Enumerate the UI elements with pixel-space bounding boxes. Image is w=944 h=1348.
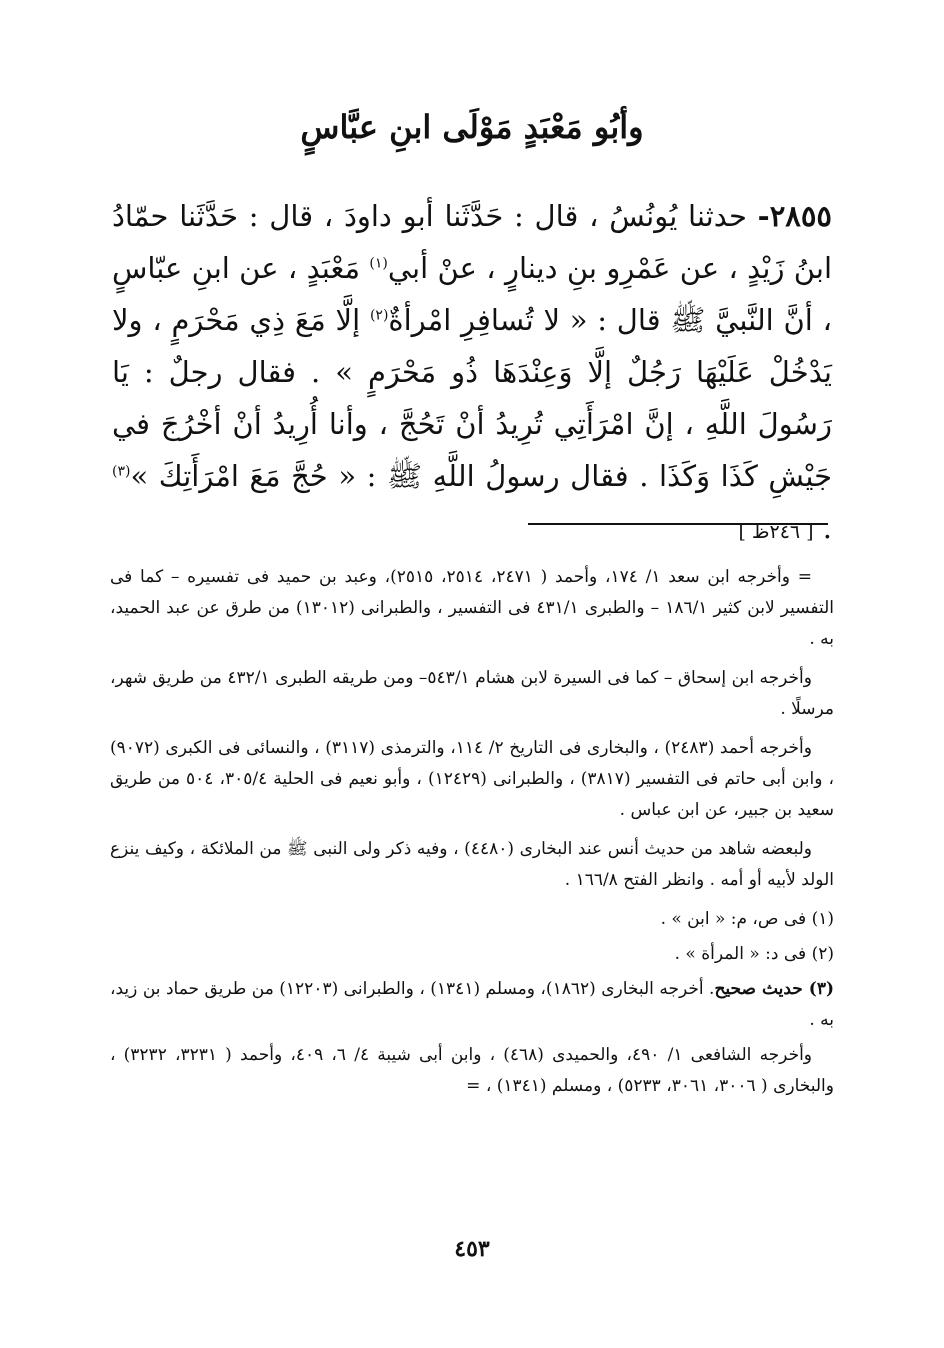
footnote-paragraph-5: وأخرجه الشافعى ١/ ٤٩٠، والحميدى (٤٦٨) ، وابن أبى شيبة ٤/ ٦، ٤٠٩، وأحمد ( ٣٢٣١، ٣٢٣٢) ، والبخارى ( ٣٠٠٦، ٣٠٦١، ٥٢٣٣) ، ومسلم (١٣٤١) ، = bbox=[110, 1045, 834, 1096]
footnote-2: (٢) فى د: « المرأة » . bbox=[674, 944, 834, 964]
hadith-text-part-3: إلَّا مَعَ ذِي مَحْرَمٍ ، ولا يَدْخُلْ عَلَيْهَا رَجُلٌ إلَّا وَعِنْدَهَا ذُو مَحْرَمٍ » . فقال رجلٌ : يَا رَسُولَ اللَّهِ ، إنَّ امْرَأَتِي تُرِيدُ أنْ تَحُجَّ ، وأنا أُرِيدُ أنْ أخْرُجَ في جَيْشِ كَذَا وَكَذَا . فقال رسولُ اللَّهِ ﷺ : « حُجَّ مَعَ امْرَأَتِكَ » bbox=[112, 303, 832, 493]
footnotes bbox=[110, 562, 834, 1110]
footnote-3 bbox=[110, 974, 834, 1036]
footnote-paragraph-4: ولبعضه شاهد من حديث أنس عند البخارى (٤٤٨٠) ، وفيه ذكر ولى النبى ﷺ من الملائكة ، وكيف ينزع الولد لأبيه أو أمه . وانظر الفتح ١٦٦/٨ . bbox=[110, 839, 834, 890]
manuscript-reference: [ ٢٤٦ظ ] bbox=[738, 521, 814, 543]
hadith-number: ٢٨٥٥- bbox=[757, 199, 832, 233]
hadith-text-part-2: مَعْبَدٍ ، عن ابنِ عبّاسٍ ، أنَّ النَّبيَّ ﷺ قال : « لا تُسافِرِ امْرأةٌ bbox=[112, 251, 832, 337]
hadith-text bbox=[112, 190, 832, 558]
page-number: ٤٥٣ bbox=[454, 1236, 490, 1262]
footnote-3-text: . أخرجه البخارى (١٨٦٢)، ومسلم (١٣٤١) ، والطبرانى (١٢٢٠٣) من طريق حماد بن زيد، به . bbox=[110, 979, 834, 1030]
hadith-text-part-1: حدثنا يُونُسُ ، قال : حَدَّثَنا أبو داودَ ، قال : حَدَّثَنا حمّادُ ابنُ زَيْدٍ ، عن عَمْرِو بنِ دينارٍ ، عنْ أبي bbox=[112, 199, 832, 285]
footnote-3-label: (٣) حديث صحيح bbox=[714, 979, 835, 999]
footnote-marker-3: (٣) bbox=[112, 463, 131, 480]
footnote-1: (١) فى ص، م: « ابن » . bbox=[660, 909, 834, 929]
chapter-title: وأبُو مَعْبَدٍ مَوْلَى ابنِ عبَّاسٍ bbox=[300, 108, 644, 146]
footnote-separator bbox=[528, 523, 828, 525]
footnote-marker-2: (٢) bbox=[369, 307, 389, 324]
footnote-marker-1: (١) bbox=[369, 255, 388, 272]
footnote-paragraph-2: وأخرجه ابن إسحاق – كما فى السيرة لابن هشام ٥٤٣/١– ومن طريقه الطبرى ٤٣٢/١ من طريق شهر، مرسلًا . bbox=[110, 668, 834, 719]
footnote-paragraph-3: وأخرجه أحمد (٢٤٨٣) ، والبخارى فى التاريخ ٢/ ١١٤، والترمذى (٣١١٧) ، والنسائى فى الكبرى (٩٠٧٢) ، وابن أبى حاتم فى التفسير (٣٨١٧) ، والطبرانى (١٢٤٢٩) ، وأبو نعيم فى الحلية ٣٠٥/٤، ٥٠٤ من طريق سعيد بن جبير، عن ابن عباس . bbox=[110, 738, 835, 820]
footnote-paragraph-1: = وأخرجه ابن سعد ١/ ١٧٤، وأحمد ( ٢٤٧١، ٢٥١٤، ٢٥١٥)، وعبد بن حميد فى تفسيره – كما فى التفسير لابن كثير ١٨٦/١ – والطبرى ٤٣١/١ فى التفسير ، والطبرانى (١٣٠١٢) من طرق عن عبد الحميد، به . bbox=[110, 567, 835, 649]
hadith-text-part-4: . bbox=[813, 511, 832, 545]
